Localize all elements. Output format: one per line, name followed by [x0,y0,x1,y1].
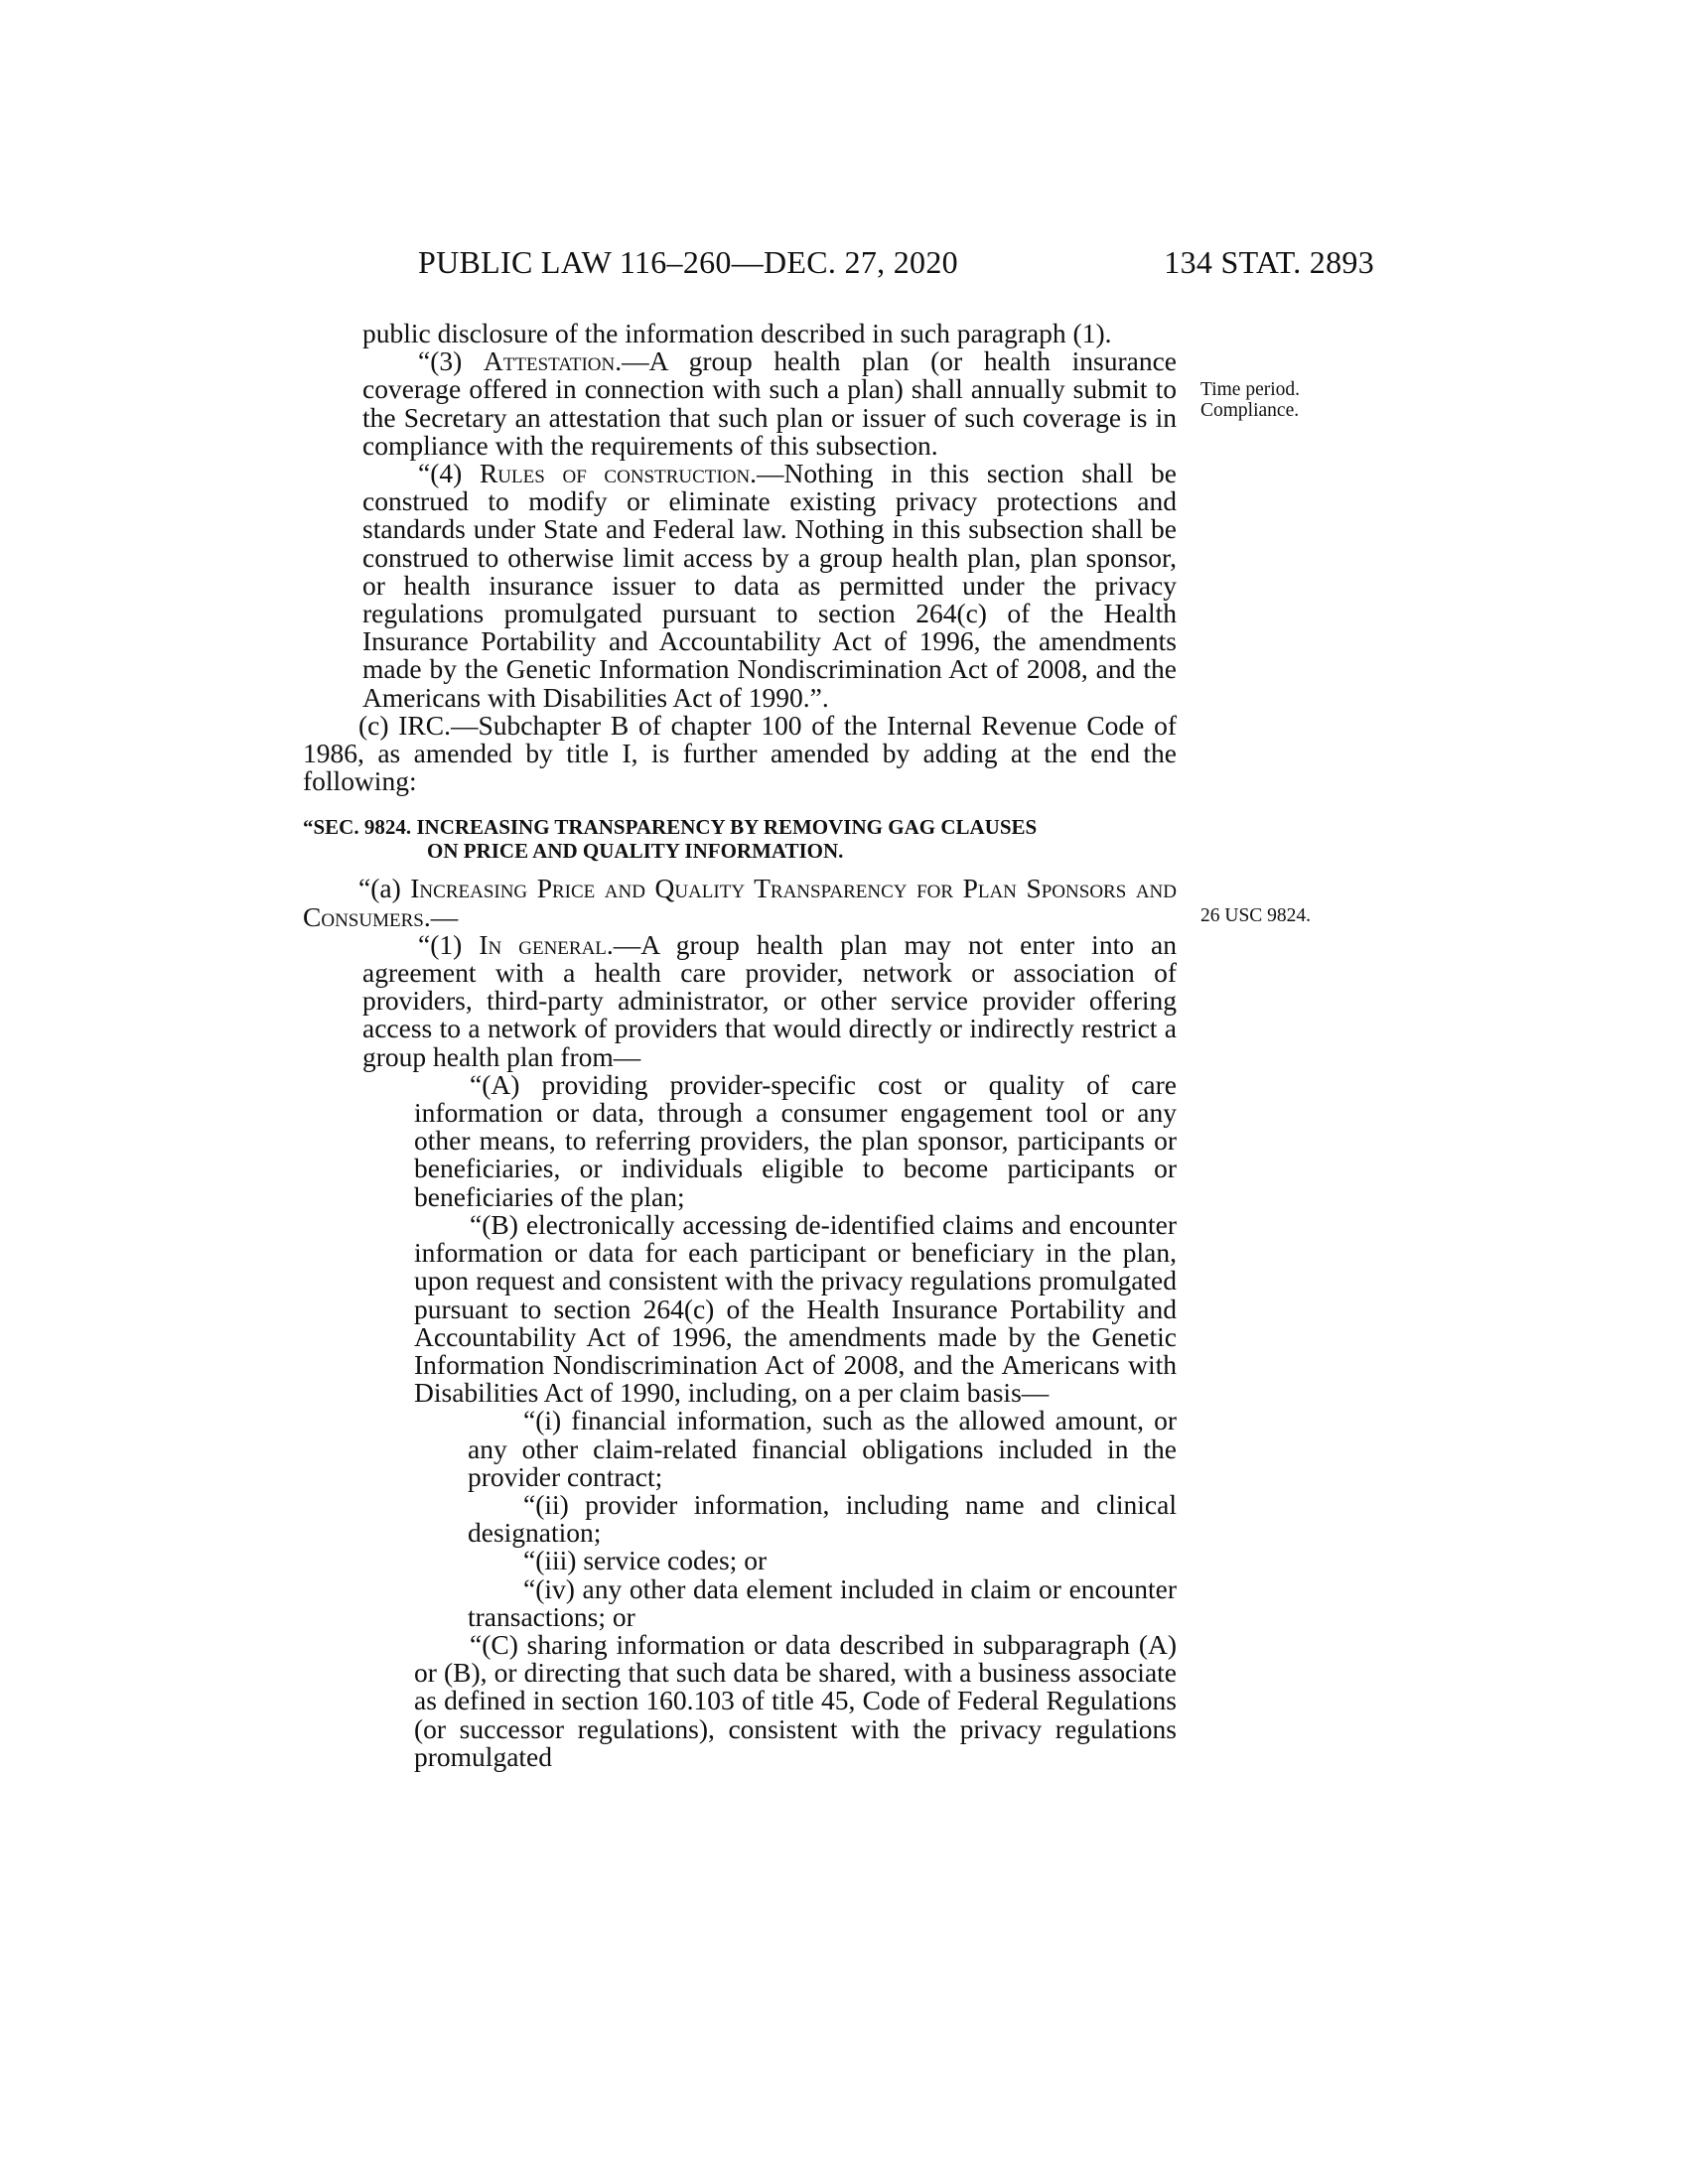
paragraph-number: “(a) [358,873,411,904]
margin-note-usc-citation: 26 USC 9824. [1200,905,1312,926]
paragraph-text: .—Nothing in this section shall be construed to modify or eliminate existing privacy protections and standards under State and Federal law. Nothing in this subsection shall be construed to otherwise limit access by a group health plan, plan sponsor, or health insurance issuer to data as permitted under the privacy regulations promulgated pursuant to section 264(c) of the Health Insurance Portability and Accountability Act of 1996, the amendments made by the Genetic Information Nondiscrimination Act of 2008, and the Americans with Disabilities Act of 1990.”. [362,458,1177,713]
subsection-irc: (c) IRC.—Subchapter B of chapter 100 of the Internal Revenue Code of 1986, as amended by title I, is further amended by adding at the end the following: [303,709,1177,797]
paragraph-text: .—A group health plan (or health insurance coverage offered in connection with such a plan) shall annually submit to the Secretary an attestation that such plan or issuer of such coverage is in compliance with the requirements of this subsection. [362,345,1177,461]
subsection-a [303,875,1177,930]
paragraph-heading: Rules of construction [479,458,751,489]
paragraph-text: .— [423,900,459,932]
section-heading-line: “SEC. 9824. INCREASING TRANSPARENCY BY REMOVING GAG CLAUSES [303,815,1038,840]
margin-note-time-period [1200,379,1300,421]
subparagraph-b: “(B) electronically accessing de-identified claims and encounter information or data for each participant or beneficiary in the plan, upon request and consistent with the privacy regulations promulgated pursuant to section 264(c) of the Health Insurance Portability and Accountability Act of 1996, the amendments made by the Genetic Information Nondiscrimination Act of 2008, and the Americans with Disabilities Act of 1990, including, on a per claim basis— [414,1208,1177,1409]
paragraph-text: .—A group health plan may not enter into an agreement with a health care provider, network or association of providers, third-party administrator, or other service provider offering access to a network of providers that would directly or indirectly restrict a group health plan from— [362,928,1177,1072]
paragraph-number: “(3) [418,345,484,377]
section-heading [303,815,1177,863]
clause-i: “(i) financial information, such as the allowed amount, or any other claim-related financial obligations included in the provider contract; [468,1405,1177,1492]
section-heading-line: ON PRICE AND QUALITY INFORMATION. [427,839,844,864]
margin-note-line: Time period. [1200,379,1301,400]
clause-iv: “(iv) any other data element included in claim or encounter transactions; or [468,1572,1177,1632]
paragraph-heading: Attestation [483,345,616,377]
subparagraph-a: “(A) providing provider-specific cost or quality of care information or data, through a consumer engagement tool or any other means, to referring providers, the plan sponsor, participants or beneficiaries, or individuals eligible to become participants or beneficiaries of the plan; [414,1068,1177,1212]
paragraph-continuation: public disclosure of the information described in such paragraph (1). [362,318,1112,348]
running-header-title: PUBLIC LAW 116–260—DEC. 27, 2020 [418,244,958,280]
margin-note-line: Compliance. [1200,400,1300,421]
subparagraph-c: “(C) sharing information or data described in subparagraph (A) or (B), or directing that such data be shared, with a business associate as defined in section 160.103 of title 45, Code of Federal Regulations (or successor regulations), consistent with the privacy regulations promulgated [414,1628,1177,1772]
paragraph-heading: In general [479,928,607,960]
clause-ii: “(ii) provider information, including name and clinical designation; [468,1488,1177,1549]
paragraph-in-general [303,928,1177,1072]
page-stat-number: 134 STAT. 2893 [1164,244,1374,280]
paragraph-attestation [303,347,1177,460]
paragraph-heading: Increasing Price and Quality Transparency for Plan Sponsors and Consumers [303,873,1177,932]
clause-iii: “(iii) service codes; or [523,1545,768,1576]
statute-body [303,320,1177,1771]
paragraph-number: “(1) [418,928,480,960]
paragraph-rules-of-construction [303,460,1177,712]
paragraph-number: “(4) [418,458,480,489]
